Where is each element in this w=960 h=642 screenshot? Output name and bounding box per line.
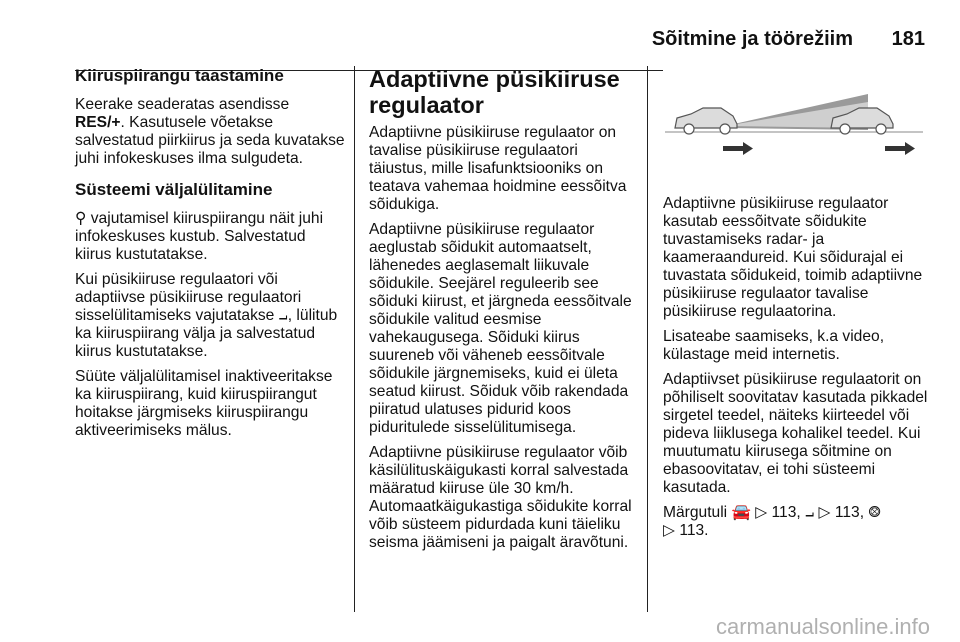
paragraph: Adaptiivne püsikiiruse regulaator kasutab eessõitvate sõidukite tuvastamiseks radar- ja kaameraandureid. Kui sõidurajal ei tuvastata sõidukeid, toimib adaptiivne püsikiiruse regulaator tavalise püsikiiruse regulaatorina. xyxy=(663,195,923,320)
cruise-icon: ⨼ xyxy=(805,504,815,521)
paragraph: Adaptiivset püsikiiruse regulaatorit on põhiliselt soovitatav kasutada pikkadel sirgetel teedel, näiteks kiirteedel või pideva liiklusega kohalikel teedel. Kui muutumatu kiirusega sõitmine on ebasoovitatav, ei tohi süsteemi kasutada. xyxy=(663,371,928,496)
watermark: carmanualsonline.info xyxy=(715,614,930,639)
page-title: Sõitmine ja töörežiim xyxy=(651,28,853,50)
column-divider-2 xyxy=(647,66,648,612)
car-icon: 🚘 xyxy=(731,504,751,521)
section-heading-system-off: Süsteemi väljalülitamine xyxy=(75,180,273,199)
section-heading-speed-restore: Kiiruspiirangu taastamine xyxy=(75,66,284,85)
column-right xyxy=(663,66,929,547)
paragraph: ⚲ vajutamisel kiiruspiirangu näit juhi infokeskuses kustub. Salvestatud kiirus kustutatakse. xyxy=(75,210,324,263)
paragraph: Adaptiivne püsikiiruse regulaator võib käsilülituskäigukasti korral salvestada määratud kiiruse üle 30 km/h. Automaatkäigukastiga sõidukite korral võib süsteem pidurdada kuni täieliku seisma jäämiseni ja paigalt äravõtuni. xyxy=(369,444,632,551)
limiter-icon: ⚲ xyxy=(75,210,87,227)
paragraph: Adaptiivne püsikiiruse regulaator aeglustab sõidukit automaatselt, lähenedes aeglasemalt liikuvale sõidukile. Seejärel reguleerib see sõiduki kiirust, et järgneda eessõitvale sõidukile valitud eesmise vahekaugusega. Sõiduki kiirus suureneb või väheneb eessõitvale sõidukile järgnemiseks, kuid ei ületa seatud kiirust. Sõiduk võib rakendada piiratud ulatuses pidurid koos piduritulede sisselülitumisega. xyxy=(369,221,632,436)
paragraph: Kui püsikiiruse regulaatori või adaptiivse püsikiiruse regulaatori sisselülitamiseks vajutatakse ⨼, lülitub ka kiiruspiirang välja ja salvestatud kiirus kustutatakse. xyxy=(75,271,338,360)
res-label: RES/+ xyxy=(75,114,121,131)
paragraph: Adaptiivne püsikiiruse regulaator on tavalise püsikiiruse regulaatori täiustus, mille lisafunktsiooniks on teatava vahemaa hoidmine eessõitva sõidukiga. xyxy=(369,124,627,213)
section-heading-adaptive-cruise: Adaptiivne püsikiiruse regulaator xyxy=(369,66,620,118)
column-divider-1 xyxy=(354,66,355,612)
page-header xyxy=(75,22,925,50)
paragraph: Keerake seaderatas asendisse RES/+. Kasutusele võetakse salvestatud piirkiirus ja seda kuvatakse juhi infokeskuses ilma sulgudeta. xyxy=(75,96,345,167)
paragraph: Lisateabe saamiseks, k.a video, külastage meid internetis. xyxy=(663,328,885,363)
paragraph: Süüte väljalülitamisel inaktiveeritakse ka kiiruspiirang, kuid kiiruspiirangut hoitakse järgmiseks kiiruspiirangu aktiveerimiseks mälus. xyxy=(75,368,333,439)
distance-icon: ⨷ xyxy=(868,504,881,521)
page-number: 181 xyxy=(891,28,925,50)
paragraph: Märgutuli 🚘 ▷ 113, ⨼ ▷ 113, ⨷ ▷ 113. xyxy=(663,504,881,539)
column-left xyxy=(75,66,345,447)
column-middle xyxy=(369,66,635,559)
adaptive-cruise-illustration xyxy=(663,68,925,176)
